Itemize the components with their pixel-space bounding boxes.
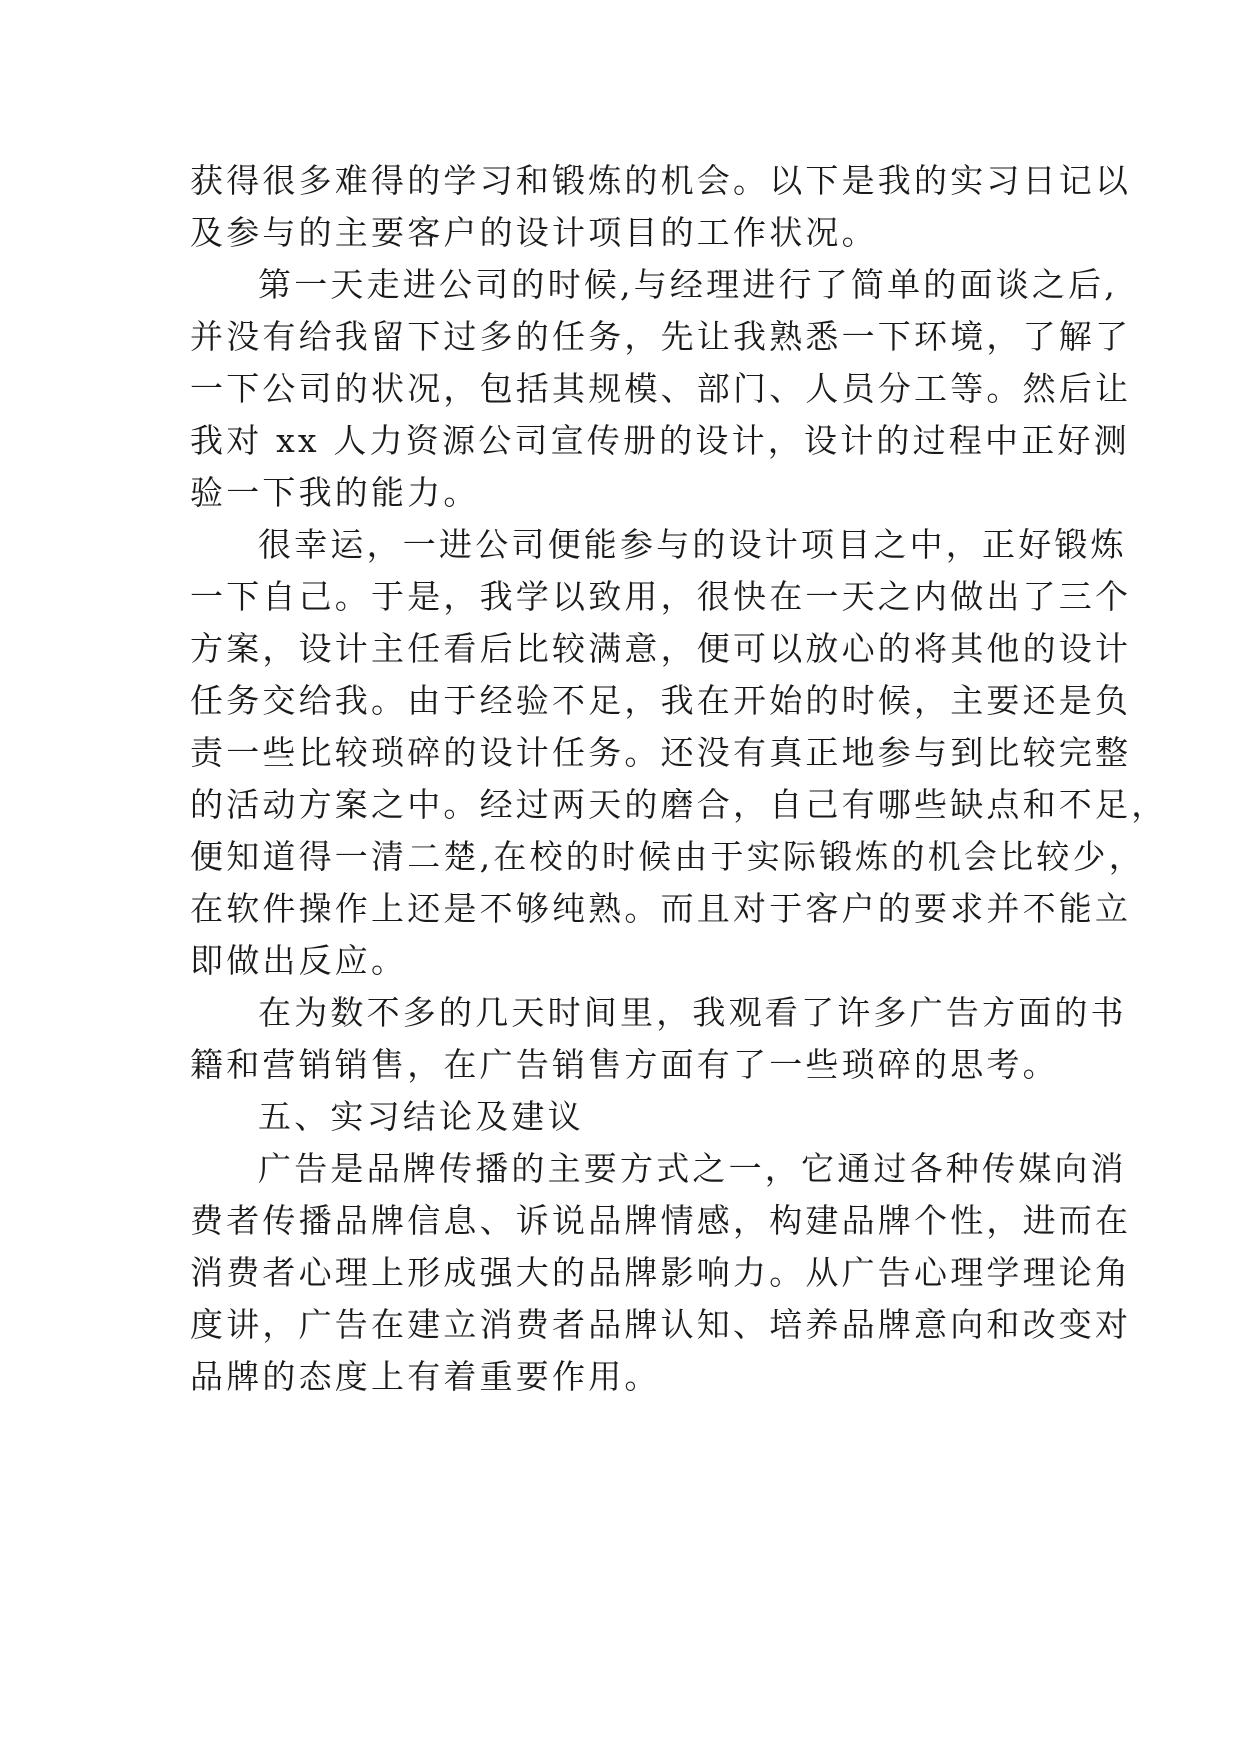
text-line: 便知道得一清二楚,在校的时候由于实际锻炼的机会比较少， [190, 837, 1145, 876]
text-line: 验一下我的能力。 [190, 473, 480, 512]
text-line: 很幸运，一进公司便能参与的设计项目之中，正好锻炼 [258, 525, 1127, 564]
text-line: 的活动方案之中。经过两天的磨合，自己有哪些缺点和不足， [190, 785, 1168, 824]
text-line: 在软件操作上还是不够纯熟。而且对于客户的要求并不能立 [190, 889, 1132, 928]
text-line: 及参与的主要客户的设计项目的工作状况。 [190, 213, 878, 252]
text-line: 广告是品牌传播的主要方式之一，它通过各种传媒向消 [258, 1149, 1127, 1188]
text-line: 一下自己。于是，我学以致用，很快在一天之内做出了三个 [190, 577, 1132, 616]
text-line: 任务交给我。由于经验不足，我在开始的时候，主要还是负 [190, 681, 1132, 720]
text-line: 品牌的态度上有着重要作用。 [190, 1357, 661, 1396]
text-line: 度讲，广告在建立消费者品牌认知、培养品牌意向和改变对 [190, 1305, 1132, 1344]
text-line: 方案，设计主任看后比较满意，便可以放心的将其他的设计 [190, 629, 1132, 668]
text-line: 即做出反应。 [190, 941, 408, 980]
section-heading: 五、实习结论及建议 [258, 1097, 584, 1136]
text-line: 在为数不多的几天时间里，我观看了许多广告方面的书 [258, 993, 1127, 1032]
text-line: 消费者心理上形成强大的品牌影响力。从广告心理学理论角 [190, 1253, 1132, 1292]
text-line: 我对 xx 人力资源公司宣传册的设计，设计的过程中正好测 [190, 421, 1130, 460]
text-line: 籍和营销销售，在广告销售方面有了一些琐碎的思考。 [190, 1045, 1059, 1084]
text-line: 费者传播品牌信息、诉说品牌情感，构建品牌个性，进而在 [190, 1201, 1132, 1240]
text-line: 责一些比较琐碎的设计任务。还没有真正地参与到比较完整 [190, 733, 1132, 772]
text-line: 并没有给我留下过多的任务，先让我熟悉一下环境，了解了 [190, 317, 1132, 356]
text-line: 获得很多难得的学习和锻炼的机会。以下是我的实习日记以 [190, 161, 1132, 200]
body-text [190, 155, 1168, 1403]
text-line: 一下公司的状况，包括其规模、部门、人员分工等。然后让 [190, 369, 1132, 408]
text-line: 第一天走进公司的时候,与经理进行了简单的面谈之后, [258, 265, 1118, 304]
